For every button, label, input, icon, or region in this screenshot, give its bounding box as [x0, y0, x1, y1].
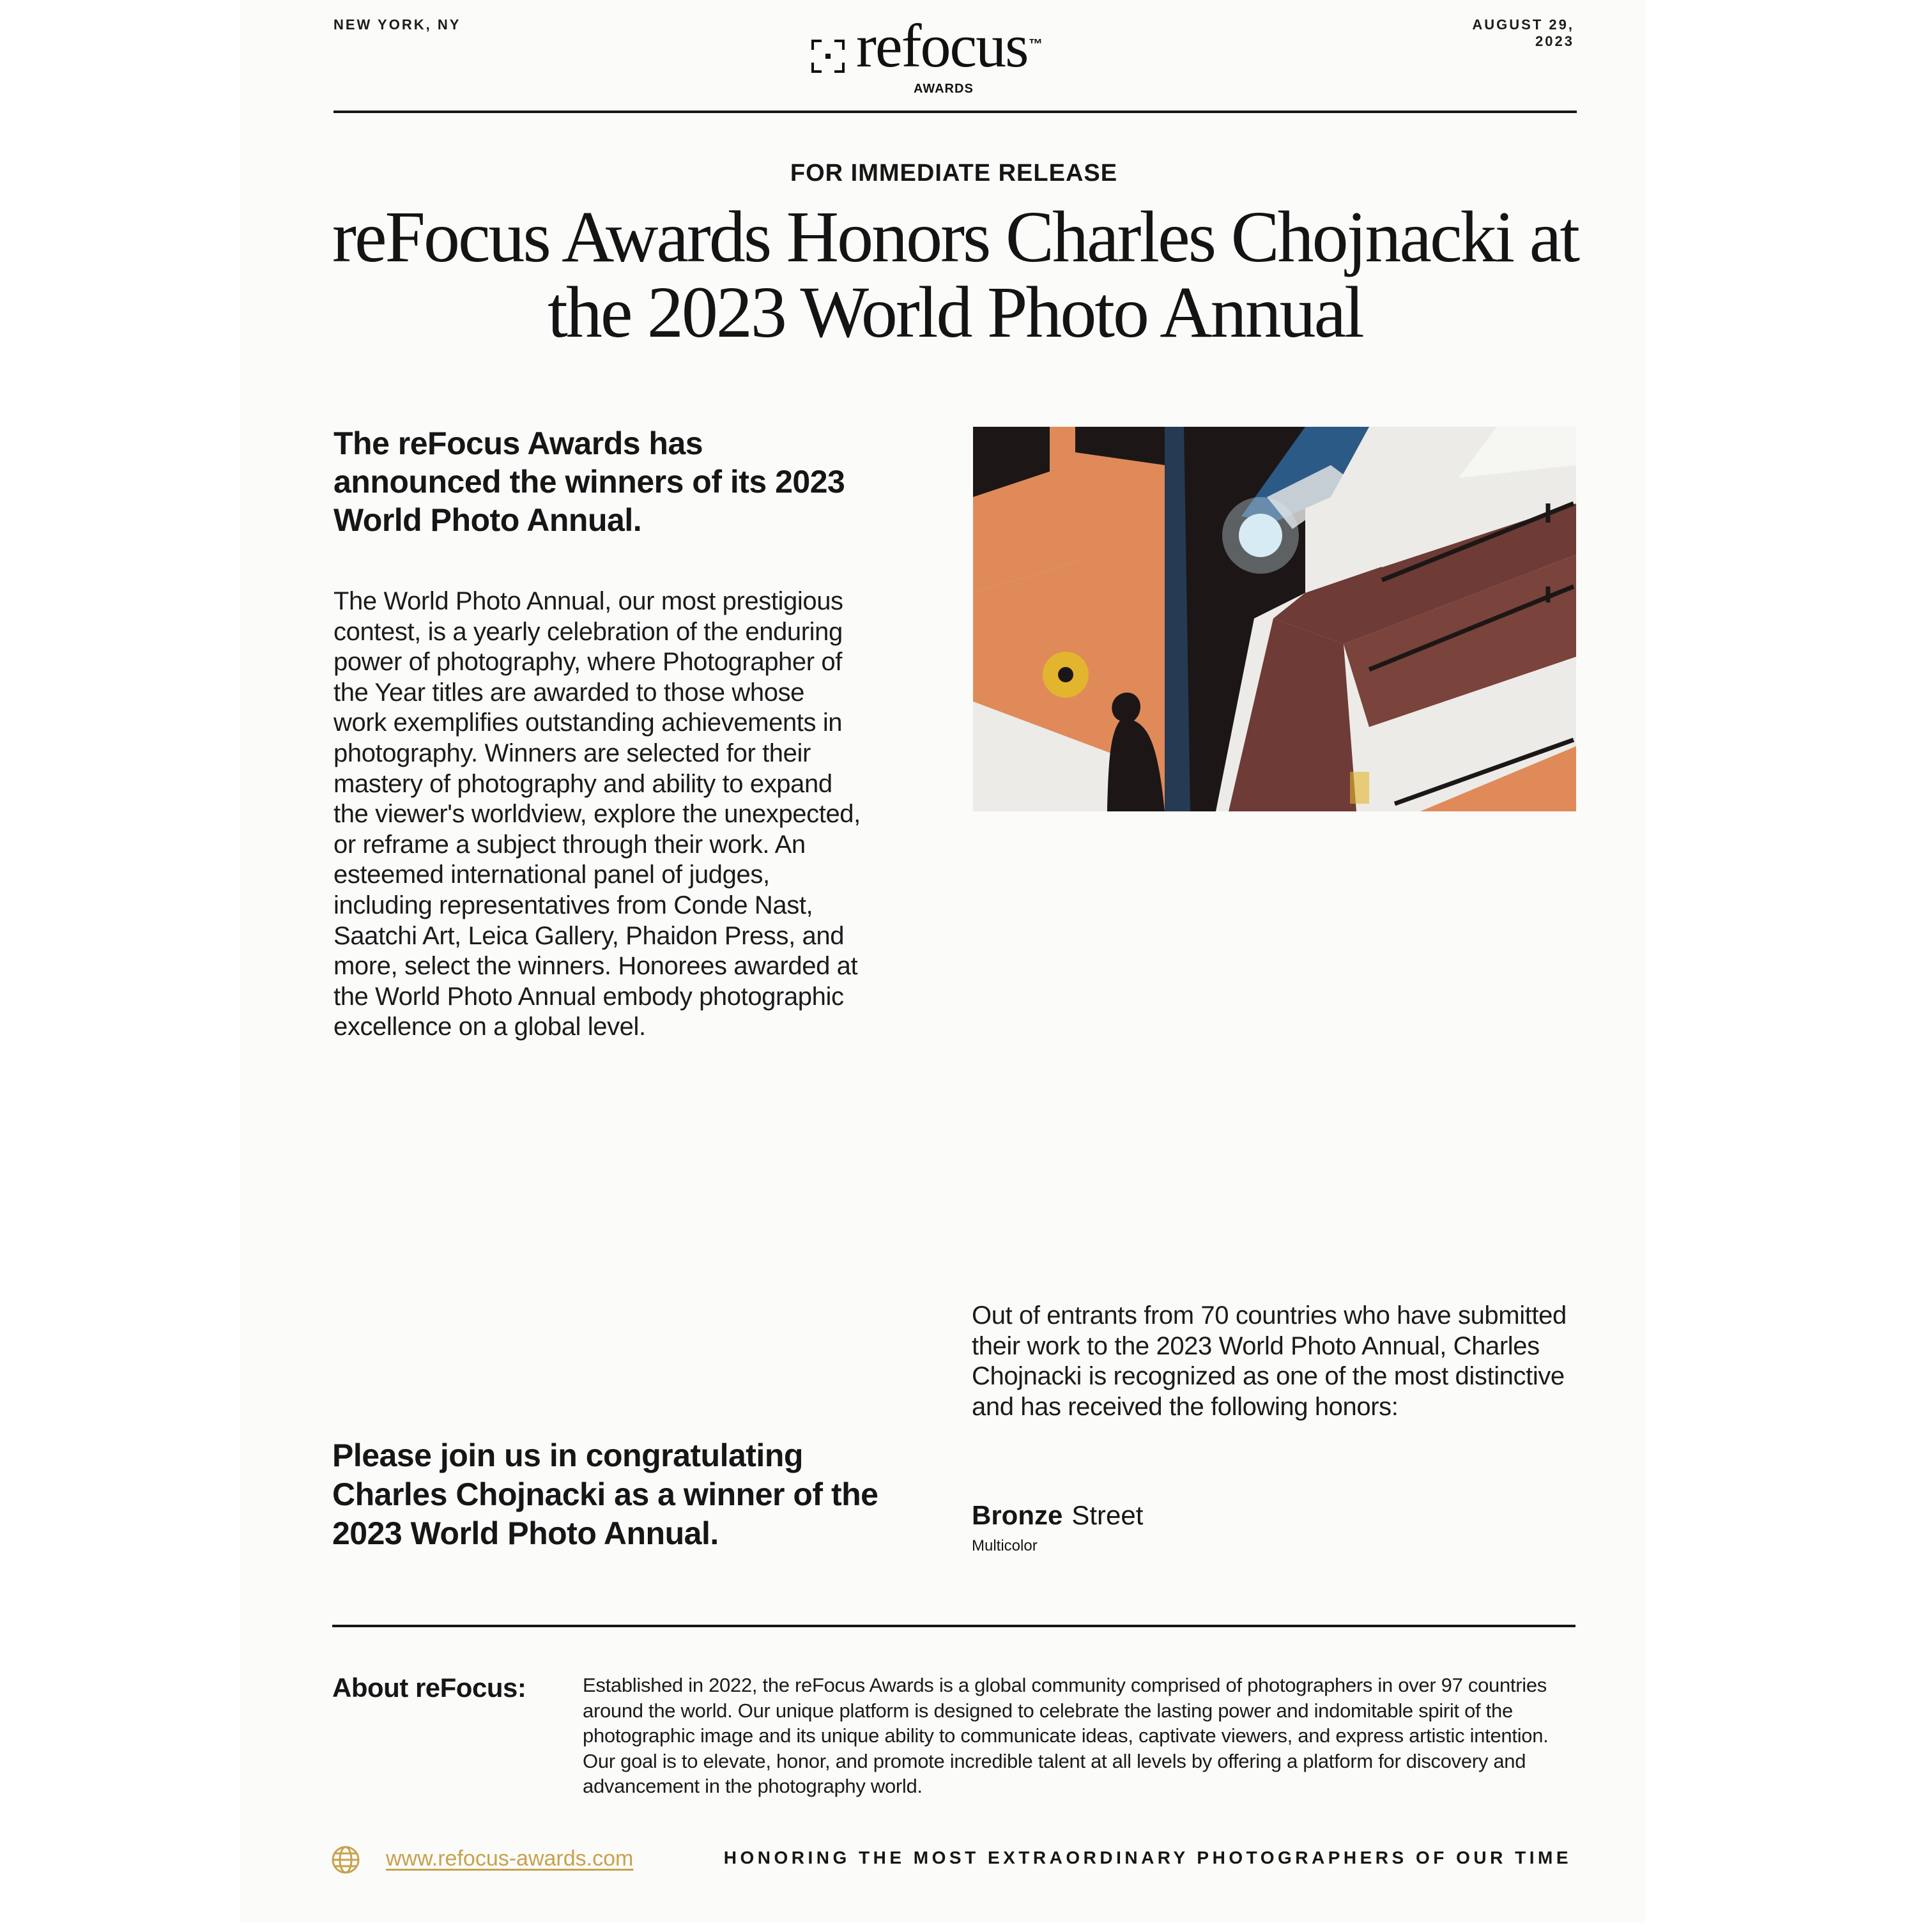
globe-icon: [331, 1845, 360, 1874]
entrants-paragraph: Out of entrants from 70 countries who have submitted their work to the 2023 World Photo Annual, Charles Chojnacki is recognized as one of the most distinctive and has received the following honors:: [972, 1301, 1567, 1421]
refocus-logo: [811, 10, 1067, 100]
photograph-artwork: [973, 427, 1576, 811]
footer-divider: [332, 1625, 1575, 1627]
award-category: Street: [1071, 1500, 1144, 1530]
lead-paragraph: The reFocus Awards has announced the winners of its 2023 World Photo Annual.: [334, 425, 845, 538]
congratulations-paragraph: Please join us in congratulating Charles Chojnacki as a winner of the 2023 World Photo Annual.: [332, 1438, 878, 1551]
headline: reFocus Awards Honors Charles Chojnacki at the 2023 World Photo Annual: [332, 196, 1578, 353]
logo-wordmark: refocus: [856, 12, 1028, 80]
dateline-location: NEW YORK, NY: [334, 17, 461, 33]
about-paragraph: Established in 2022, the reFocus Awards is a global community comprised of photographers in over 97 countries around the world. Our unique platform is designed to celebrate the lasting power and indomitable spirit of the photographic image and its unique ability to communicate ideas, captivate viewers, and express artistic intention. Our goal is to elevate, honor, and promote incredible talent at all levels by offering a platform for discovery and advancement in the photography world.: [583, 1674, 1549, 1797]
website-link[interactable]: www.refocus-awards.com: [386, 1846, 634, 1871]
body-paragraph: The World Photo Annual, our most prestigious contest, is a yearly celebration of the enduring power of photography, where Photographer of the Year titles are awarded to those whose work exemplifies outstanding achievements in photography. Winners are selected for their mastery of photography and ability to expand the viewer's worldview, explore the unexpected, or reframe a subject through their work. An esteemed international panel of judges, including representatives from Conde Nast, Saatchi Art, Leica Gallery, Phaidon Press, and more, select the winners. Honorees awarded at the World Photo Annual embody photographic excellence on a global level.: [334, 587, 861, 1041]
header-divider: [334, 111, 1577, 113]
award-line: [972, 1500, 1143, 1531]
award-level: Bronze: [972, 1500, 1063, 1530]
about-heading: About reFocus:: [332, 1673, 526, 1703]
footer-tagline: HONORING THE MOST EXTRAORDINARY PHOTOGRAPHERS OF OUR TIME: [723, 1848, 1572, 1867]
award-subcategory: Multicolor: [972, 1537, 1038, 1554]
release-date: AUGUST 29, 2023: [1472, 17, 1574, 49]
logo-subtitle: AWARDS: [914, 82, 974, 96]
logo-trademark: ™: [1029, 36, 1043, 52]
winning-photograph: [973, 427, 1576, 811]
release-label: FOR IMMEDIATE RELEASE: [790, 160, 1118, 187]
viewfinder-icon: [811, 40, 845, 73]
